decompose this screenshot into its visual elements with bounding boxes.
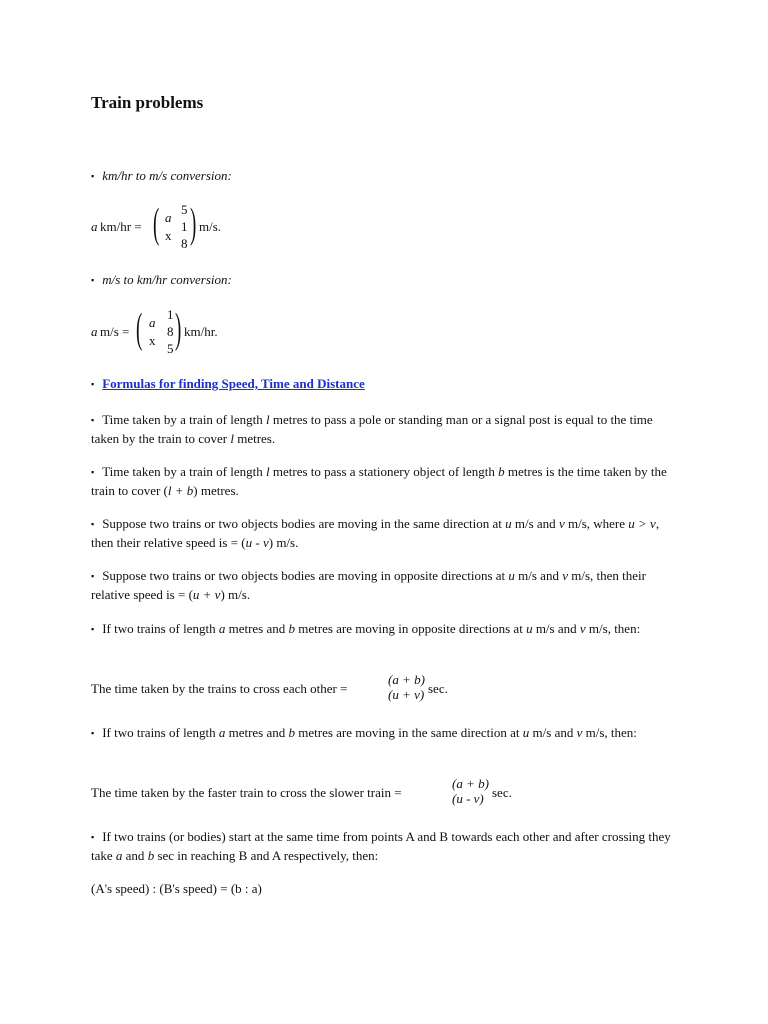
rule-opposite-direction-speed: ▪ Suppose two trains or two objects bodies are moving in opposite directions at u m/s and v m/s, then their relative speed is = (u + v) m/s. xyxy=(91,568,646,602)
conv2-formula: a m/s = ( a x 1 8 5 ) km/hr. xyxy=(91,306,218,356)
bullet-icon: ▪ xyxy=(91,519,95,529)
bullet-icon: ▪ xyxy=(91,728,95,738)
rule-pass-object: ▪ Time taken by a train of length l metres to pass a stationery object of length b metres is the time taken by the train to cover (l + b) metres. xyxy=(91,464,667,498)
unit-sec: sec. xyxy=(428,681,448,696)
left-paren: ( xyxy=(136,306,143,352)
conv2-heading: ▪ m/s to km/hr conversion: xyxy=(91,272,232,287)
formula-cross-each-other: The time taken by the trains to cross each other = xyxy=(91,681,348,696)
right-paren: ) xyxy=(190,201,197,247)
bullet-icon: ▪ xyxy=(91,467,95,477)
bullet-icon: ▪ xyxy=(91,379,95,389)
bullet-icon: ▪ xyxy=(91,571,95,581)
right-paren: ) xyxy=(175,306,182,352)
bullet-icon: ▪ xyxy=(91,624,95,634)
conv1-formula: a km/hr = ( a x 5 1 8 ) m/s. xyxy=(91,201,222,251)
speed-ratio-formula: (A's speed) : (B's speed) = (b : a) xyxy=(91,881,262,896)
left-paren: ( xyxy=(153,201,160,247)
bullet-icon: ▪ xyxy=(91,832,95,842)
conv1-heading: ▪ km/hr to m/s conversion: xyxy=(91,168,232,183)
rule-pass-pole: ▪ Time taken by a train of length l metres to pass a pole or standing man or a signal post is equal to the time taken by the train to cover l metres. xyxy=(91,412,653,446)
bullet-icon: ▪ xyxy=(91,275,95,285)
bullet-icon: ▪ xyxy=(91,415,95,425)
unit-sec: sec. xyxy=(492,785,512,800)
rule-trains-opposite: ▪ If two trains of length a metres and b metres are moving in opposite directions at u m/s and v m/s, then: xyxy=(91,621,641,636)
rule-same-direction-speed: ▪ Suppose two trains or two objects bodies are moving in the same direction at u m/s and v m/s, where u > v, then their relative speed is = (u - v) m/s. xyxy=(91,516,660,550)
fraction-faster-cross-slower: (a + b) (u - v) xyxy=(452,776,489,806)
formulas-heading xyxy=(91,376,365,392)
rule-trains-same-direction: ▪ If two trains of length a metres and b metres are moving in the same direction at u m/s and v m/s, then: xyxy=(91,725,637,740)
formulas-link[interactable]: Formulas for finding Speed, Time and Distance xyxy=(102,376,365,391)
page-title: Train problems xyxy=(91,93,204,112)
formula-faster-cross-slower: The time taken by the faster train to cross the slower train = xyxy=(91,785,402,800)
rule-speed-ratio: ▪ If two trains (or bodies) start at the same time from points A and B towards each other and after crossing they take a and b sec in reaching B and A respectively, then: xyxy=(91,829,671,863)
bullet-icon: ▪ xyxy=(91,171,95,181)
fraction-cross-each-other: (a + b) (u + v) xyxy=(388,672,425,702)
